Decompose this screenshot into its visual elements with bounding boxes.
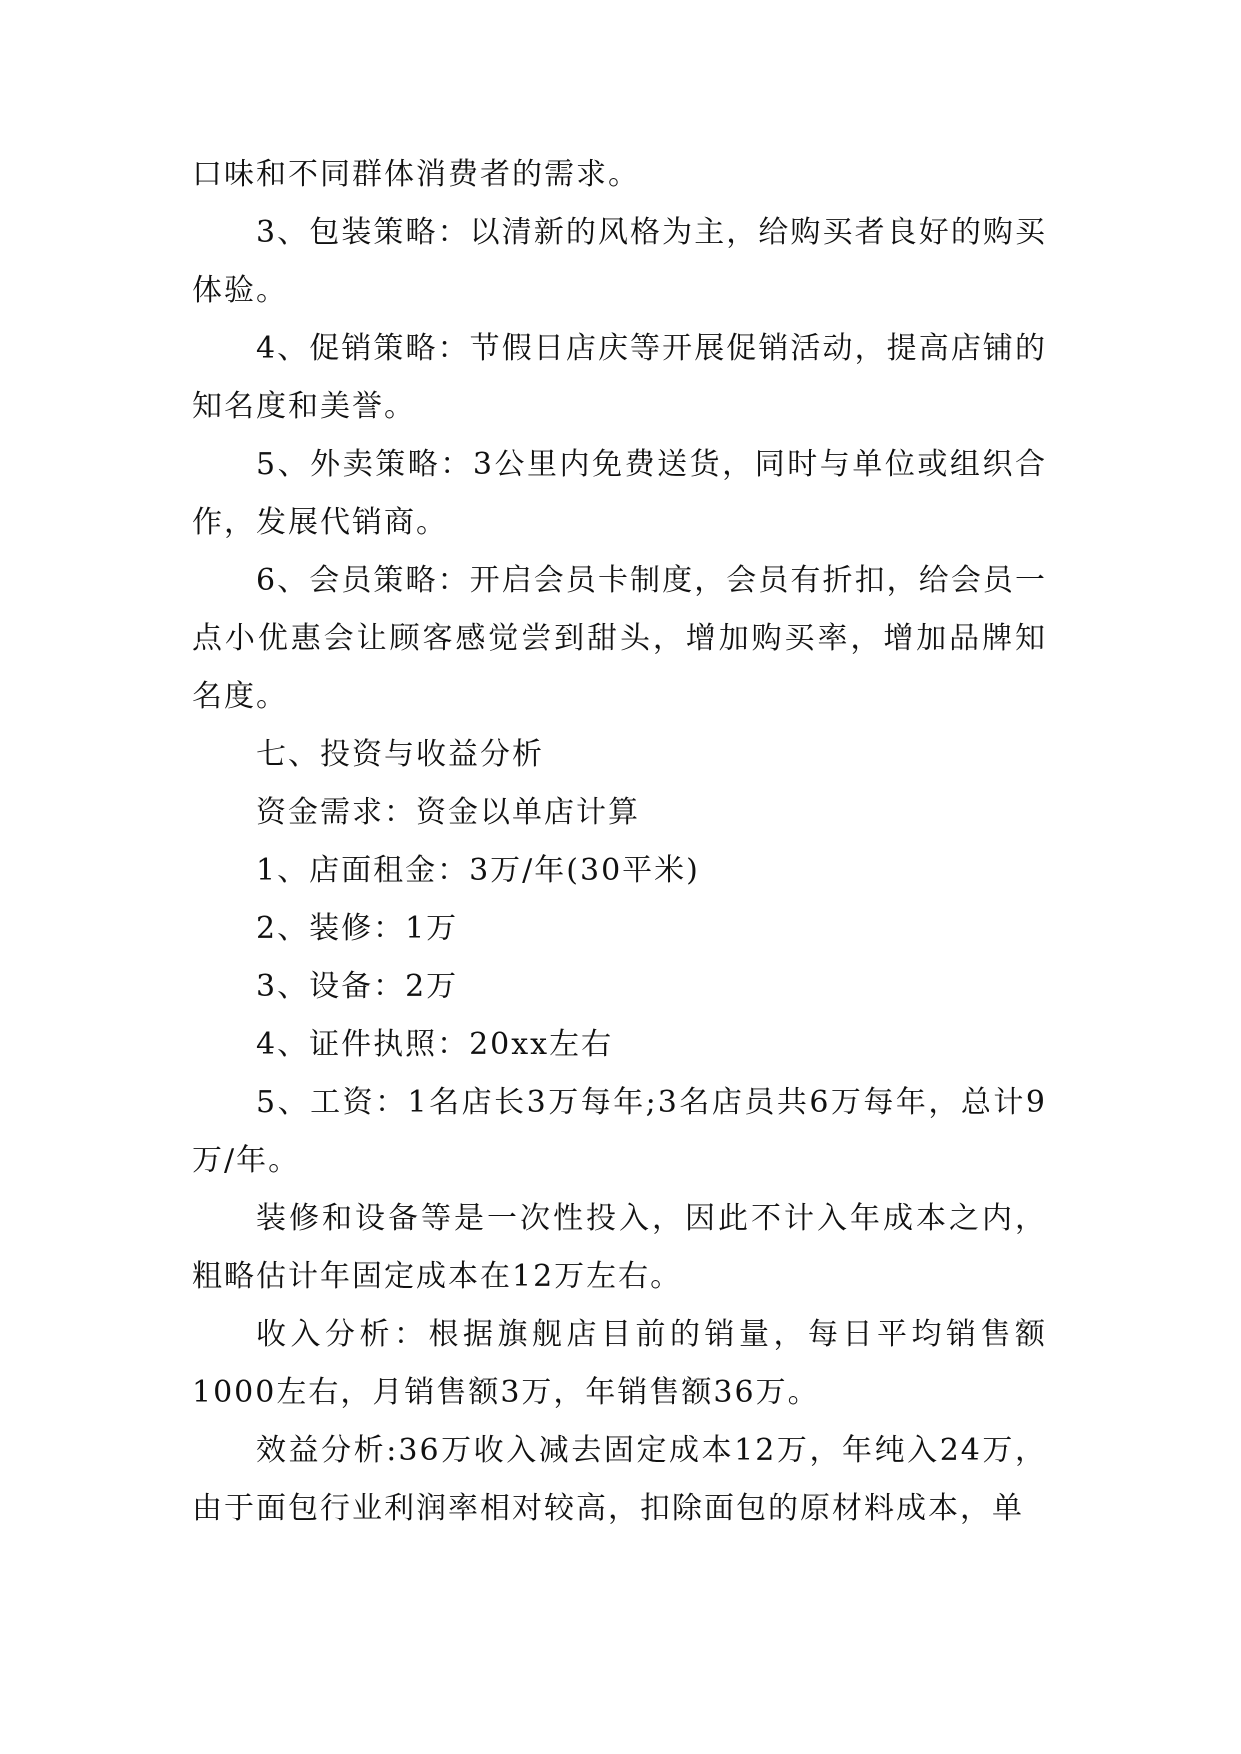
list-item-licenses: 4、证件执照：20xx左右 (256, 1027, 614, 1062)
list-item-rent: 1、店面租金：3万/年(30平米) (256, 853, 700, 888)
paragraph-packaging-strategy: 3、包装策略：以清新的风格为主，给购买者良好的购买体验。 (192, 215, 1047, 308)
paragraph-income-analysis: 收入分析：根据旗舰店目前的销量，每日平均销售额1000左右，月销售额3万，年销售额36万。 (192, 1317, 1047, 1410)
paragraph-membership-strategy: 6、会员策略：开启会员卡制度，会员有折扣，给会员一点小优惠会让顾客感觉尝到甜头，增加购买率，增加品牌知名度。 (192, 563, 1047, 714)
paragraph-fixed-costs: 装修和设备等是一次性投入，因此不计入年成本之内，粗略估计年固定成本在12万左右。 (192, 1201, 1047, 1294)
list-item-equipment: 3、设备：2万 (256, 969, 459, 1004)
paragraph-delivery-strategy: 5、外卖策略：3公里内免费送货，同时与单位或组织合作，发展代销商。 (192, 447, 1047, 540)
paragraph-promotion-strategy: 4、促销策略：节假日店庆等开展促销活动，提高店铺的知名度和美誉。 (192, 331, 1047, 424)
section-heading-investment: 七、投资与收益分析 (256, 737, 544, 772)
paragraph-flavor-continuation: 口味和不同群体消费者的需求。 (192, 157, 640, 192)
paragraph-capital-needs: 资金需求：资金以单店计算 (256, 795, 640, 830)
paragraph-profit-analysis: 效益分析:36万收入减去固定成本12万，年纯入24万，由于面包行业利润率相对较高，扣除面包的原材料成本，单 (192, 1433, 1047, 1526)
list-item-decoration: 2、装修：1万 (256, 911, 459, 946)
list-item-wages: 5、工资：1名店长3万每年;3名店员共6万每年，总计9万/年。 (192, 1085, 1047, 1178)
